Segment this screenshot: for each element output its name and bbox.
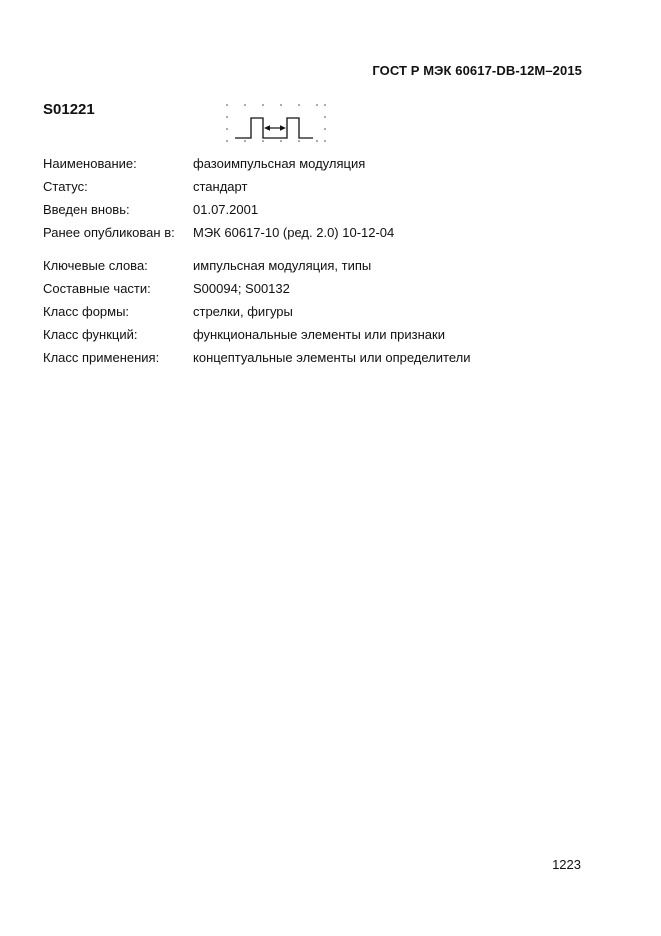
attribute-row-components: [43, 281, 603, 304]
attribute-row-previously-published: [43, 225, 603, 248]
attribute-value: стандарт: [193, 179, 248, 194]
attribute-label: Составные части:: [43, 281, 151, 296]
attribute-row-shape-class: [43, 304, 603, 327]
document-header: ГОСТ Р МЭК 60617-DB-12M–2015: [372, 63, 582, 78]
attribute-value: 01.07.2001: [193, 202, 259, 217]
attribute-value: импульсная модуляция, типы: [193, 258, 372, 273]
attribute-label: Ранее опубликован в:: [43, 225, 175, 240]
phase-pulse-modulation-symbol-icon: [225, 103, 327, 143]
attribute-value: концептуальные элементы или определители: [193, 350, 471, 365]
attribute-row-function-class: [43, 327, 603, 350]
attribute-label: Класс применения:: [43, 350, 160, 365]
attribute-label: Введен вновь:: [43, 202, 130, 217]
attribute-label: Класс функций:: [43, 327, 138, 342]
attribute-value: функциональные элементы или признаки: [193, 327, 445, 342]
attribute-value: S00094; S00132: [193, 281, 290, 296]
attribute-row-status: [43, 179, 603, 202]
attribute-label: Статус:: [43, 179, 88, 194]
attributes-table: [43, 156, 603, 373]
attribute-value: стрелки, фигуры: [193, 304, 293, 319]
attribute-label: Наименование:: [43, 156, 137, 171]
attribute-value: МЭК 60617-10 (ред. 2.0) 10-12-04: [193, 225, 395, 240]
attribute-row-introduced: [43, 202, 603, 225]
symbol-code: S01221: [43, 101, 95, 118]
attribute-label: Класс формы:: [43, 304, 130, 319]
attribute-value: фазоимпульсная модуляция: [193, 156, 366, 171]
attribute-row-application-class: [43, 350, 603, 373]
attribute-label: Ключевые слова:: [43, 258, 148, 273]
page-number: 1223: [552, 857, 581, 872]
attribute-row-name: [43, 156, 603, 179]
attribute-row-keywords: [43, 258, 603, 281]
